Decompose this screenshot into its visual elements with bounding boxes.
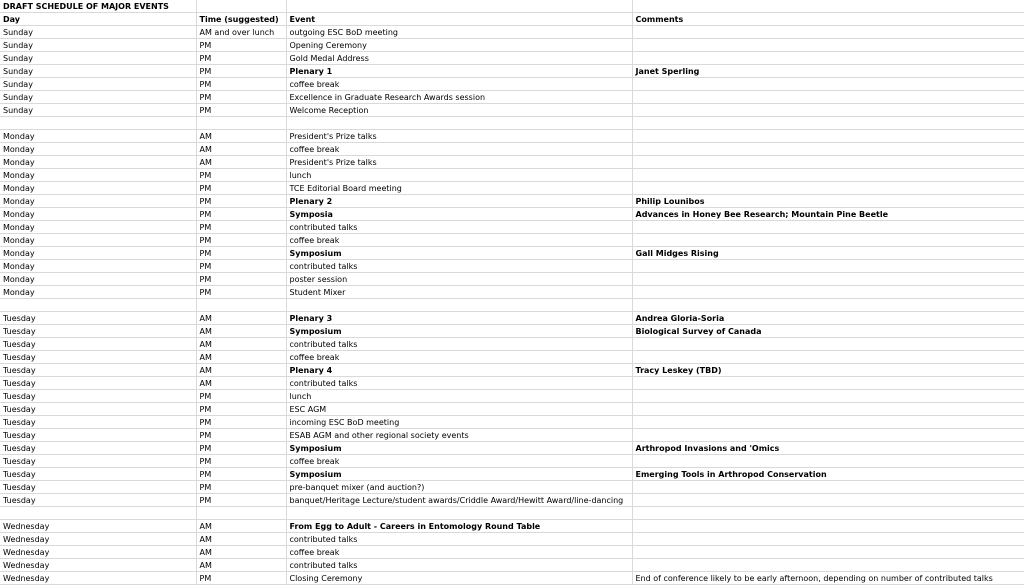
cell-comment[interactable] (632, 520, 1024, 533)
cell-comment[interactable] (632, 507, 1024, 520)
cell-comment[interactable]: Janet Sperling (632, 65, 1024, 78)
table-row (0, 455, 1024, 468)
cell-day[interactable]: Tuesday (0, 364, 196, 377)
cell-comment[interactable]: Emerging Tools in Arthropod Conservation (632, 468, 1024, 481)
cell-comment[interactable] (632, 286, 1024, 299)
cell-event[interactable]: Plenary 1 (286, 65, 632, 78)
cell-day[interactable]: Tuesday (0, 494, 196, 507)
cell-day[interactable]: Monday (0, 182, 196, 195)
cell-comment[interactable] (632, 481, 1024, 494)
cell-time[interactable]: PM (196, 429, 286, 442)
cell-day[interactable]: Monday (0, 234, 196, 247)
table-row (0, 338, 1024, 351)
header-event[interactable]: Event (286, 13, 632, 26)
cell-day[interactable] (0, 507, 196, 520)
table-row (0, 208, 1024, 221)
cell-time[interactable]: AM (196, 130, 286, 143)
cell-day[interactable]: Monday (0, 260, 196, 273)
cell-event[interactable]: Plenary 3 (286, 312, 632, 325)
cell-comment[interactable]: Philip Lounibos (632, 195, 1024, 208)
cell-day[interactable]: Tuesday (0, 351, 196, 364)
cell-comment[interactable] (632, 260, 1024, 273)
cell-comment[interactable] (632, 234, 1024, 247)
cell-time[interactable] (196, 507, 286, 520)
cell-event[interactable]: ESC AGM (286, 403, 632, 416)
cell-comment[interactable]: Tracy Leskey (TBD) (632, 364, 1024, 377)
cell-event[interactable]: Symposium (286, 325, 632, 338)
cell-event[interactable]: Gold Medal Address (286, 52, 632, 65)
cell-day[interactable] (0, 117, 196, 130)
header-time[interactable]: Time (suggested) (196, 13, 286, 26)
cell-comment[interactable] (632, 143, 1024, 156)
cell-event[interactable]: pre-banquet mixer (and auction?) (286, 481, 632, 494)
cell-comment[interactable] (632, 169, 1024, 182)
cell-time[interactable]: PM (196, 65, 286, 78)
cell-time[interactable]: PM (196, 208, 286, 221)
cell-time[interactable]: PM (196, 468, 286, 481)
cell-event[interactable] (286, 117, 632, 130)
cell-comment[interactable] (632, 390, 1024, 403)
cell-comment[interactable] (632, 416, 1024, 429)
cell-event[interactable]: poster session (286, 273, 632, 286)
cell-time[interactable]: PM (196, 494, 286, 507)
cell-event[interactable]: contributed talks (286, 260, 632, 273)
table-row (0, 520, 1024, 533)
cell-day[interactable]: Monday (0, 286, 196, 299)
cell-event[interactable]: coffee break (286, 546, 632, 559)
table-row (0, 546, 1024, 559)
cell-event[interactable]: TCE Editorial Board meeting (286, 182, 632, 195)
cell-comment[interactable]: Andrea Gloria-Soria (632, 312, 1024, 325)
cell-day[interactable]: Monday (0, 208, 196, 221)
cell-day[interactable]: Wednesday (0, 533, 196, 546)
cell-day[interactable]: Tuesday (0, 325, 196, 338)
cell-day[interactable]: Monday (0, 169, 196, 182)
cell-comment[interactable] (632, 377, 1024, 390)
table-row (0, 468, 1024, 481)
cell-day[interactable]: Sunday (0, 78, 196, 91)
cell-comment[interactable] (632, 351, 1024, 364)
cell-comment[interactable] (632, 91, 1024, 104)
cell-day[interactable]: Sunday (0, 26, 196, 39)
cell-time[interactable]: PM (196, 390, 286, 403)
table-row (0, 221, 1024, 234)
cell-time[interactable]: PM (196, 234, 286, 247)
table-row (0, 195, 1024, 208)
table-row (0, 143, 1024, 156)
table-row (0, 156, 1024, 169)
sheet-title-cell[interactable]: DRAFT SCHEDULE OF MAJOR EVENTS (0, 0, 196, 13)
cell-event[interactable]: incoming ESC BoD meeting (286, 416, 632, 429)
cell-event[interactable]: Closing Ceremony (286, 572, 632, 585)
cell-day[interactable]: Tuesday (0, 429, 196, 442)
table-row (0, 26, 1024, 39)
cell-day[interactable]: Wednesday (0, 520, 196, 533)
cell-comment[interactable] (632, 455, 1024, 468)
cell-time[interactable] (196, 299, 286, 312)
table-row (0, 325, 1024, 338)
cell-event[interactable]: coffee break (286, 351, 632, 364)
cell-time[interactable]: PM (196, 273, 286, 286)
cell-day[interactable]: Monday (0, 221, 196, 234)
cell-comment[interactable]: Arthropod Invasions and 'Omics (632, 442, 1024, 455)
cell-comment[interactable] (632, 104, 1024, 117)
cell-comment[interactable] (632, 156, 1024, 169)
cell-event[interactable]: coffee break (286, 143, 632, 156)
cell-time[interactable]: PM (196, 572, 286, 585)
table-row (0, 364, 1024, 377)
cell-comment[interactable] (632, 533, 1024, 546)
table-row (0, 104, 1024, 117)
cell-time[interactable]: AM (196, 364, 286, 377)
cell-comment[interactable] (632, 39, 1024, 52)
cell-time[interactable]: PM (196, 195, 286, 208)
cell-comment[interactable] (632, 403, 1024, 416)
header-comments[interactable]: Comments (632, 13, 1024, 26)
cell-day[interactable]: Monday (0, 130, 196, 143)
table-row (0, 52, 1024, 65)
cell-day[interactable]: Wednesday (0, 559, 196, 572)
cell-event[interactable]: Plenary 2 (286, 195, 632, 208)
cell-time[interactable]: AM and over lunch (196, 26, 286, 39)
table-row (0, 234, 1024, 247)
table-row (0, 572, 1024, 585)
cell-event[interactable]: Symposium (286, 442, 632, 455)
table-row (0, 507, 1024, 520)
cell-day[interactable]: Sunday (0, 39, 196, 52)
cell-comment[interactable]: Gall Midges Rising (632, 247, 1024, 260)
cell-event[interactable]: lunch (286, 169, 632, 182)
table-row (0, 299, 1024, 312)
table-row (0, 117, 1024, 130)
table-row (0, 429, 1024, 442)
cell-comment[interactable] (632, 130, 1024, 143)
table-row (0, 481, 1024, 494)
cell-time[interactable]: PM (196, 91, 286, 104)
cell-time[interactable]: AM (196, 143, 286, 156)
table-row (0, 247, 1024, 260)
cell-time[interactable]: AM (196, 533, 286, 546)
cell-event[interactable] (286, 507, 632, 520)
cell-comment[interactable] (632, 117, 1024, 130)
table-row (0, 416, 1024, 429)
cell-time[interactable] (196, 117, 286, 130)
table-row (0, 351, 1024, 364)
cell-time[interactable]: PM (196, 78, 286, 91)
cell-event[interactable]: Student Mixer (286, 286, 632, 299)
cell-comment[interactable] (632, 182, 1024, 195)
cell-time[interactable]: AM (196, 325, 286, 338)
title-row (0, 0, 1024, 13)
table-row (0, 533, 1024, 546)
cell-event[interactable]: Welcome Reception (286, 104, 632, 117)
cell-event[interactable]: ESAB AGM and other regional society events (286, 429, 632, 442)
table-row (0, 377, 1024, 390)
cell-day[interactable]: Tuesday (0, 468, 196, 481)
header-day[interactable]: Day (0, 13, 196, 26)
cell-comment[interactable] (632, 299, 1024, 312)
cell-comment[interactable] (632, 273, 1024, 286)
cell-time[interactable]: AM (196, 312, 286, 325)
cell-time[interactable]: PM (196, 52, 286, 65)
table-row (0, 39, 1024, 52)
cell-comment[interactable] (632, 221, 1024, 234)
empty-cell[interactable] (632, 0, 1024, 13)
cell-time[interactable]: PM (196, 221, 286, 234)
cell-time[interactable]: PM (196, 416, 286, 429)
cell-time[interactable]: PM (196, 455, 286, 468)
cell-day[interactable] (0, 299, 196, 312)
cell-day[interactable]: Monday (0, 247, 196, 260)
cell-event[interactable]: President's Prize talks (286, 130, 632, 143)
cell-day[interactable]: Monday (0, 195, 196, 208)
cell-day[interactable]: Tuesday (0, 390, 196, 403)
cell-event[interactable]: contributed talks (286, 338, 632, 351)
cell-day[interactable]: Tuesday (0, 338, 196, 351)
cell-time[interactable]: AM (196, 351, 286, 364)
empty-cell[interactable] (286, 0, 632, 13)
cell-day[interactable]: Tuesday (0, 481, 196, 494)
cell-day[interactable]: Monday (0, 273, 196, 286)
table-row (0, 78, 1024, 91)
cell-event[interactable]: contributed talks (286, 221, 632, 234)
cell-comment[interactable] (632, 78, 1024, 91)
cell-time[interactable]: AM (196, 559, 286, 572)
cell-time[interactable]: PM (196, 169, 286, 182)
cell-event[interactable]: coffee break (286, 234, 632, 247)
cell-day[interactable]: Wednesday (0, 546, 196, 559)
cell-comment[interactable] (632, 494, 1024, 507)
cell-day[interactable]: Tuesday (0, 442, 196, 455)
cell-event[interactable]: Plenary 4 (286, 364, 632, 377)
table-row (0, 442, 1024, 455)
cell-event[interactable] (286, 299, 632, 312)
table-row (0, 182, 1024, 195)
cell-day[interactable]: Sunday (0, 104, 196, 117)
cell-event[interactable]: From Egg to Adult - Careers in Entomology Round Table (286, 520, 632, 533)
cell-event[interactable]: Symposium (286, 468, 632, 481)
cell-time[interactable]: PM (196, 39, 286, 52)
cell-time[interactable]: PM (196, 260, 286, 273)
table-row (0, 559, 1024, 572)
cell-time[interactable]: PM (196, 481, 286, 494)
table-row (0, 403, 1024, 416)
cell-event[interactable]: Symposium (286, 247, 632, 260)
cell-event[interactable]: lunch (286, 390, 632, 403)
cell-day[interactable]: Tuesday (0, 403, 196, 416)
empty-cell[interactable] (196, 0, 286, 13)
table-row (0, 65, 1024, 78)
cell-comment[interactable]: End of conference likely to be early afternoon, depending on number of contributed talks (632, 572, 1024, 585)
cell-day[interactable]: Tuesday (0, 312, 196, 325)
cell-day[interactable]: Sunday (0, 52, 196, 65)
cell-time[interactable]: PM (196, 403, 286, 416)
header-row (0, 13, 1024, 26)
cell-event[interactable]: Symposia (286, 208, 632, 221)
cell-comment[interactable]: Advances in Honey Bee Research; Mountain Pine Beetle (632, 208, 1024, 221)
cell-comment[interactable] (632, 338, 1024, 351)
table-row (0, 91, 1024, 104)
cell-event[interactable]: contributed talks (286, 377, 632, 390)
cell-comment[interactable] (632, 52, 1024, 65)
table-row (0, 169, 1024, 182)
table-row (0, 260, 1024, 273)
cell-day[interactable]: Sunday (0, 65, 196, 78)
cell-time[interactable]: AM (196, 377, 286, 390)
cell-event[interactable]: Opening Ceremony (286, 39, 632, 52)
cell-day[interactable]: Monday (0, 143, 196, 156)
cell-time[interactable]: AM (196, 338, 286, 351)
cell-event[interactable]: coffee break (286, 455, 632, 468)
cell-event[interactable]: Excellence in Graduate Research Awards session (286, 91, 632, 104)
cell-time[interactable]: AM (196, 520, 286, 533)
cell-time[interactable]: AM (196, 546, 286, 559)
cell-time[interactable]: AM (196, 156, 286, 169)
table-row (0, 494, 1024, 507)
cell-event[interactable]: coffee break (286, 78, 632, 91)
cell-day[interactable]: Sunday (0, 91, 196, 104)
cell-time[interactable]: PM (196, 286, 286, 299)
cell-day[interactable]: Monday (0, 156, 196, 169)
cell-comment[interactable] (632, 429, 1024, 442)
cell-comment[interactable]: Biological Survey of Canada (632, 325, 1024, 338)
table-row (0, 130, 1024, 143)
cell-day[interactable]: Wednesday (0, 572, 196, 585)
cell-day[interactable]: Tuesday (0, 416, 196, 429)
cell-event[interactable]: outgoing ESC BoD meeting (286, 26, 632, 39)
cell-time[interactable]: PM (196, 104, 286, 117)
cell-time[interactable]: PM (196, 247, 286, 260)
cell-day[interactable]: Tuesday (0, 455, 196, 468)
table-row (0, 286, 1024, 299)
cell-event[interactable]: banquet/Heritage Lecture/student awards/Criddle Award/Hewitt Award/line-dancing (286, 494, 632, 507)
cell-day[interactable]: Tuesday (0, 377, 196, 390)
cell-comment[interactable] (632, 546, 1024, 559)
table-row (0, 312, 1024, 325)
cell-event[interactable]: contributed talks (286, 559, 632, 572)
cell-comment[interactable] (632, 559, 1024, 572)
table-row (0, 390, 1024, 403)
cell-time[interactable]: PM (196, 442, 286, 455)
cell-event[interactable]: contributed talks (286, 533, 632, 546)
cell-comment[interactable] (632, 26, 1024, 39)
cell-time[interactable]: PM (196, 182, 286, 195)
table-row (0, 273, 1024, 286)
cell-event[interactable]: President's Prize talks (286, 156, 632, 169)
